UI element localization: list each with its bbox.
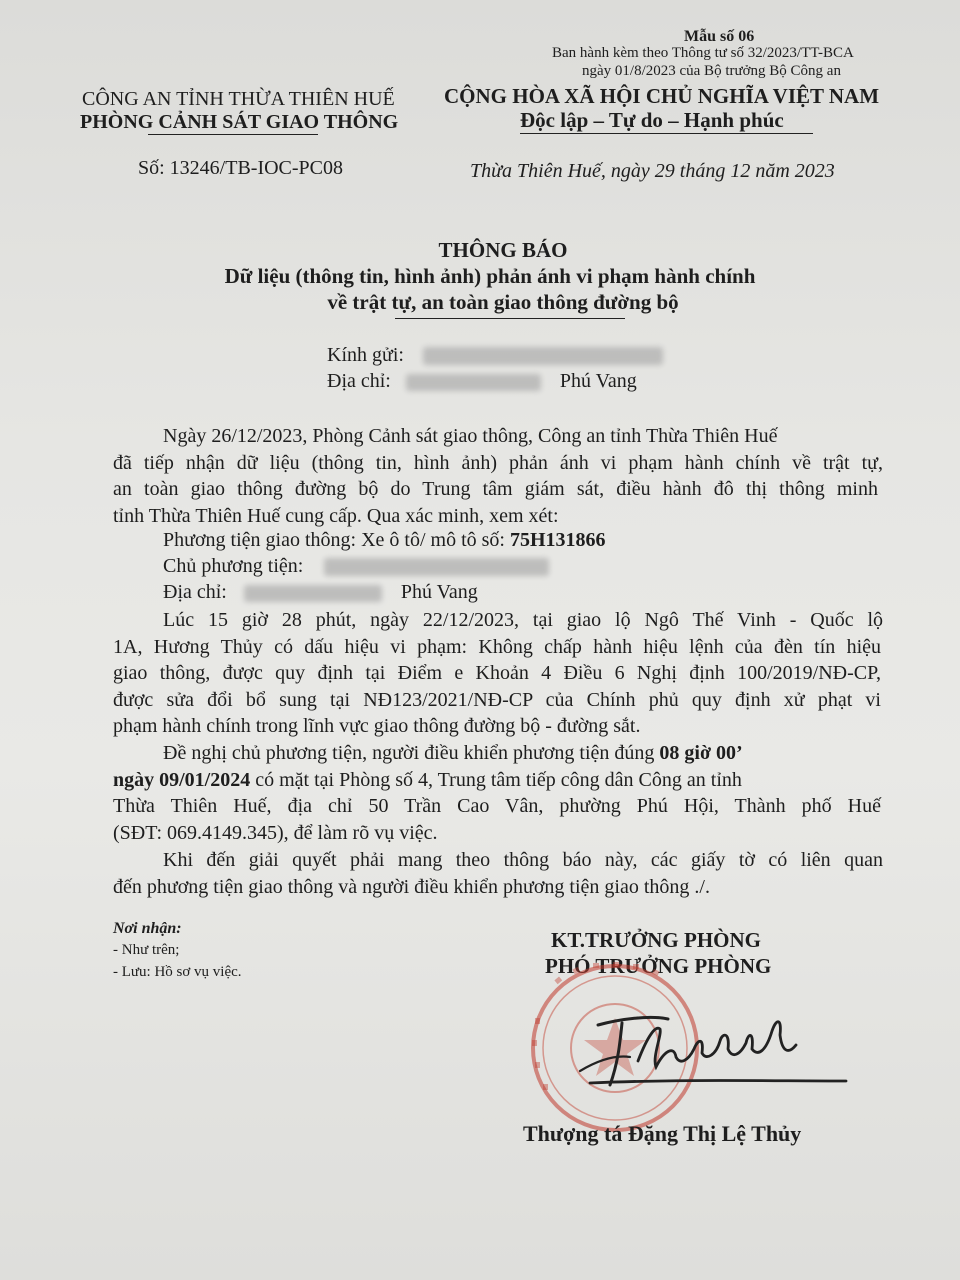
title-underline [395,318,625,319]
body-line: giao thông, được quy định tại Điểm e Khoản 4 Điều 6 Nghị định 100/2019/NĐ-CP, [113,662,881,684]
form-issued-line-1: Ban hành kèm theo Thông tư số 32/2023/TT-BCA [552,45,854,61]
notice-subtitle-2: về trật tự, an toàn giao thông đường bộ [327,290,679,314]
vehicle-line [163,529,606,552]
body-line: 1A, Hương Thủy có dấu hiệu vi phạm: Không chấp hành hiệu lệnh của đèn tín hiệu [113,635,881,658]
department-underline [148,134,318,135]
owner-address-line [163,581,478,604]
owner-label: Chủ phương tiện: [163,555,304,577]
department-name [80,111,398,134]
body-line: đã tiếp nhận dữ liệu (thông tin, hình ảnh) phản ánh vi phạm hành chính về trật tự, [113,451,883,474]
recipients-item: - Như trên; [113,942,180,958]
appointment-date: ngày 09/01/2024 [113,768,251,791]
agency-name: CÔNG AN TỈNH THỪA THIÊN HUẾ [82,88,395,110]
body-line: an toàn giao thông đường bộ do Trung tâm giám sát, điều hành đô thị thông minh [113,478,878,500]
national-motto: Độc lập – Tự do – Hạnh phúc [520,108,784,132]
recipients-item: - Lưu: Hồ sơ vụ việc. [113,964,242,980]
department-label: PHÒNG CẢNH SÁT GIAO THÔNG [80,111,399,133]
owner-address-district: Phú Vang [400,581,478,603]
body-line: đến phương tiện giao thông và người điều khiển phương tiện giao thông ./. [113,875,710,898]
form-issued-line-2: ngày 01/8/2023 của Bộ trưởng Bộ Công an [582,63,841,79]
place-date: Thừa Thiên Huế, ngày 29 tháng 12 năm 2023 [470,160,835,182]
recipient-line [327,344,663,367]
recipient-address-district: Phú Vang [559,370,637,392]
body-line: Lúc 15 giờ 28 phút, ngày 22/12/2023, tại giao lộ Ngô Thế Vinh - Quốc lộ [163,609,883,631]
body-line: (SĐT: 069.4149.345), để làm rõ vụ việc. [113,821,438,844]
notice-title: THÔNG BÁO [438,238,568,262]
body-line [113,767,883,794]
recipient-name-redacted [423,347,663,365]
owner-line [163,555,549,578]
motto-underline [520,133,813,134]
signer-name: Thượng tá Đặng Thị Lệ Thủy [523,1121,802,1146]
body-line [113,740,883,767]
recipient-address-line [327,370,637,393]
dia-chi-label: Địa chỉ: [327,370,391,392]
appointment-time: 08 giờ 00’ [659,742,743,764]
paragraph-intake [113,423,883,529]
paragraph-summons [113,740,883,846]
body-line: tỉnh Thừa Thiên Huế cung cấp. Qua xác minh, xem xét: [113,504,559,527]
document-number: Số: 13246/TB-IOC-PC08 [138,157,344,179]
signature-title-2: PHÓ TRƯỞNG PHÒNG [545,954,772,978]
body-line: Ngày 26/12/2023, Phòng Cảnh sát giao thông, Công an tỉnh Thừa Thiên Huế [163,425,778,447]
body-line: Thừa Thiên Huế, địa chỉ 50 Trần Cao Vân, phường Phú Hội, Thành phố Huế [113,795,881,817]
kinh-gui-label: Kính gửi: [327,344,404,366]
summons-location: có mặt tại Phòng số 4, Trung tâm tiếp công dân Công an tỉnh [250,768,742,791]
recipient-address-redacted [406,374,541,391]
owner-name-redacted [324,558,549,576]
paragraph-requirements [113,847,883,900]
owner-address-redacted [244,585,382,602]
notice-subtitle-1: Dữ liệu (thông tin, hình ảnh) phản ánh vi phạm hành chính [224,264,756,288]
summons-text: Đề nghị chủ phương tiện, người điều khiển phương tiện đúng [163,742,660,764]
signature-title-1: KT.TRƯỞNG PHÒNG [551,928,761,952]
vehicle-label: Phương tiện giao thông: Xe ô tô/ mô tô số: [163,529,510,551]
body-line: phạm hành chính trong lĩnh vực giao thông đường bộ - đường sắt. [113,715,641,737]
form-number: Mẫu số 06 [684,28,755,45]
owner-address-label: Địa chỉ: [163,581,227,603]
paragraph-violation [113,607,883,740]
body-line: được sửa đổi bổ sung tại NĐ123/2021/NĐ-CP của Chính phủ quy định xử phạt vi [113,688,881,711]
recipients-heading: Nơi nhận: [113,920,182,937]
body-line: Khi đến giải quyết phải mang theo thông báo này, các giấy tờ có liên quan [163,849,883,871]
license-plate: 75H131866 [509,529,606,551]
handwritten-signature-icon [560,1005,850,1095]
nation-name: CỘNG HÒA XÃ HỘI CHỦ NGHĨA VIỆT NAM [444,84,880,108]
